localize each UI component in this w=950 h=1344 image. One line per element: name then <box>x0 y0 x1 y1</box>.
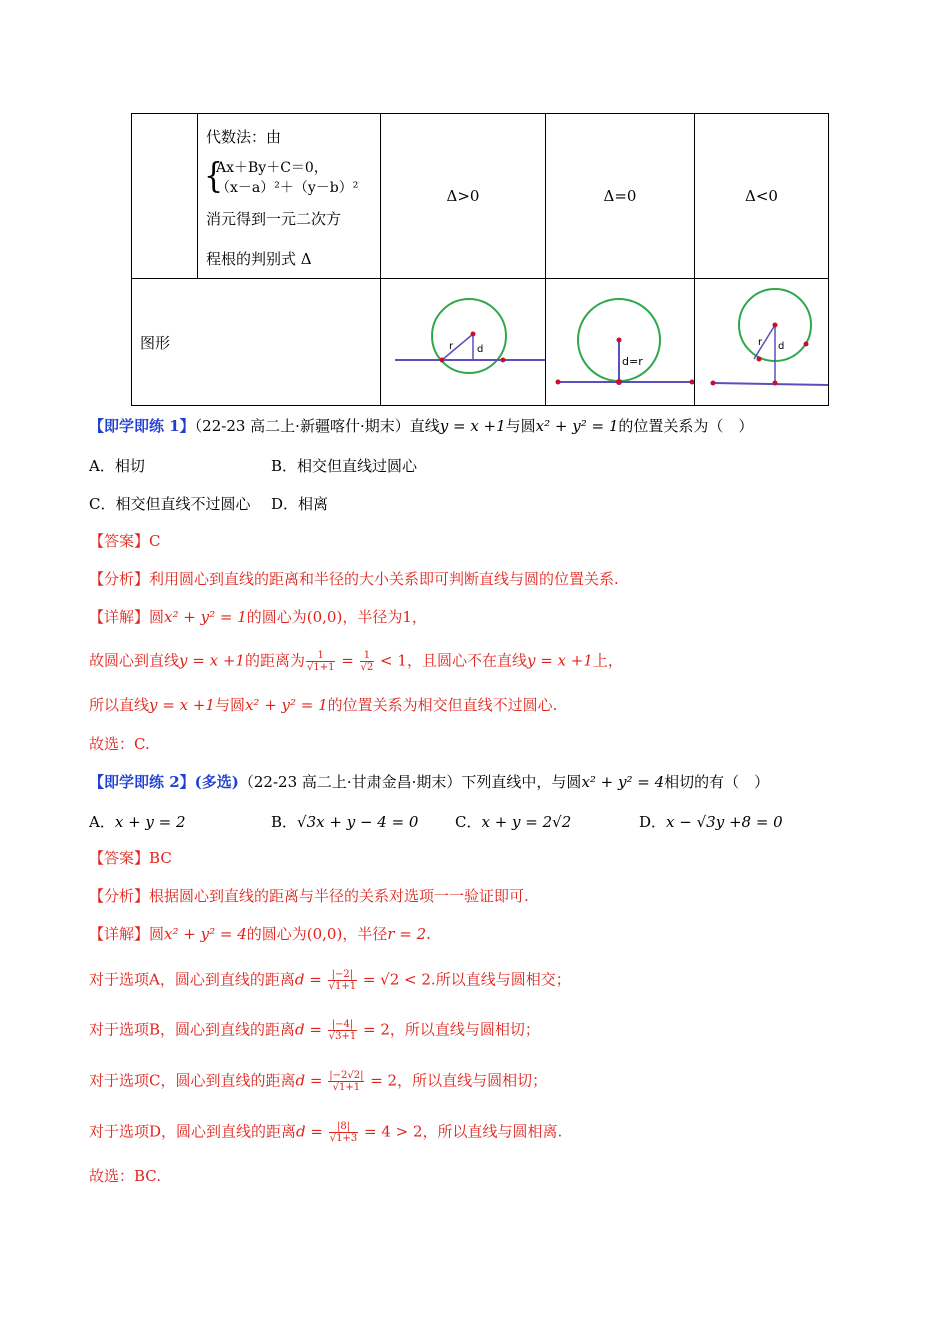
figure-label: 图形 <box>132 279 381 406</box>
option-c: C．x + y = 2√2 <box>455 813 572 831</box>
delta-less-cell: Δ<0 <box>695 114 829 279</box>
delta-equal-cell: Δ=0 <box>546 114 695 279</box>
figure-tangent <box>546 279 695 406</box>
option-b: B．√3x + y − 4 = 0 <box>271 813 419 831</box>
distance-label: d <box>778 341 785 352</box>
detail-line-2: 故圆心到直线y = x +1的距离为 $\frac{1}{√1+1}$ = $\frac{1}{√2}$ < 1，且圆心不在直线y = x +1上， <box>89 650 623 673</box>
detail-option-d: 对于选项D，圆心到直线的距离d = $\frac{|8|}{√1+3}$ = 4 > 2，所以直线与圆相离. <box>89 1121 563 1144</box>
distance-label: d <box>477 344 484 355</box>
delta-greater-cell: Δ>0 <box>381 114 546 279</box>
algebra-title: 代数法：由 <box>206 128 282 146</box>
exercise-tag: 【即学即练 2】 <box>89 773 195 791</box>
conclusion-line: 故选：C. <box>89 735 150 753</box>
figure-intersect <box>695 279 829 406</box>
figure-separate <box>381 279 546 406</box>
detail-line-1: 【详解】圆x² + y² = 1的圆心为(0,0)，半径为1， <box>89 608 427 626</box>
detail-option-b: 对于选项B，圆心到直线的距离d = $\frac{|-4|}{√3+1}$ = 2，所以直线与圆相切； <box>89 1019 540 1042</box>
answer-line: 【答案】C <box>89 532 161 550</box>
table-empty-cell <box>132 114 198 279</box>
algebra-method-cell <box>198 114 381 279</box>
option-d: D．x − √3y +8 = 0 <box>639 813 783 831</box>
detail-line-1: 【详解】圆x² + y² = 4的圆心为(0,0)，半径r = 2. <box>89 925 431 943</box>
radius-label: r <box>758 337 763 348</box>
option-c: C．相交但直线不过圆心 <box>89 495 251 513</box>
exercise-2-question: 【即学即练 2】(多选)（22-23 高二上·甘肃金昌·期末）下列直线中，与圆x² + y² = 4相切的有（ ） <box>89 773 770 791</box>
method-table <box>131 113 829 406</box>
equation-circle: （x－a）²＋（y－b）² <box>216 180 359 196</box>
conclusion-line: 故选：BC. <box>89 1167 162 1185</box>
detail-line-3: 所以直线y = x +1与圆x² + y² = 1的位置关系为相交但直线不过圆心. <box>89 696 558 714</box>
exercise-tag: 【即学即练 1】 <box>89 417 195 435</box>
analysis-line: 【分析】利用圆心到直线的距离和半径的大小关系即可判断直线与圆的位置关系. <box>89 570 619 588</box>
algebra-line: 消元得到一元二次方 <box>206 210 342 228</box>
option-d: D．相离 <box>271 495 329 513</box>
detail-option-a: 对于选项A，圆心到直线的距离d = $\frac{|-2|}{√1+1}$ = √2 < 2.所以直线与圆相交； <box>89 969 571 992</box>
brace-symbol: { <box>204 156 224 197</box>
answer-line: 【答案】BC <box>89 849 172 867</box>
algebra-line: 程根的判别式 Δ <box>206 250 312 268</box>
option-a: A．相切 <box>89 457 145 475</box>
exercise-1-question: 【即学即练 1】（22-23 高二上·新疆喀什·期末）直线y = x +1与圆x² + y² = 1的位置关系为（ ） <box>89 417 754 435</box>
dr-label: d=r <box>622 355 643 368</box>
option-a: A．x + y = 2 <box>89 813 186 831</box>
equation-line: Ax＋By＋C＝0， <box>216 160 328 176</box>
detail-option-c: 对于选项C，圆心到直线的距离d = $\frac{|-2√2|}{√1+1}$ = 2，所以直线与圆相切； <box>89 1070 548 1093</box>
equation-system <box>206 158 380 198</box>
option-b: B．相交但直线过圆心 <box>271 457 418 475</box>
radius-label: r <box>449 341 454 352</box>
analysis-line: 【分析】根据圆心到直线的距离与半径的关系对选项一一验证即可. <box>89 887 529 905</box>
